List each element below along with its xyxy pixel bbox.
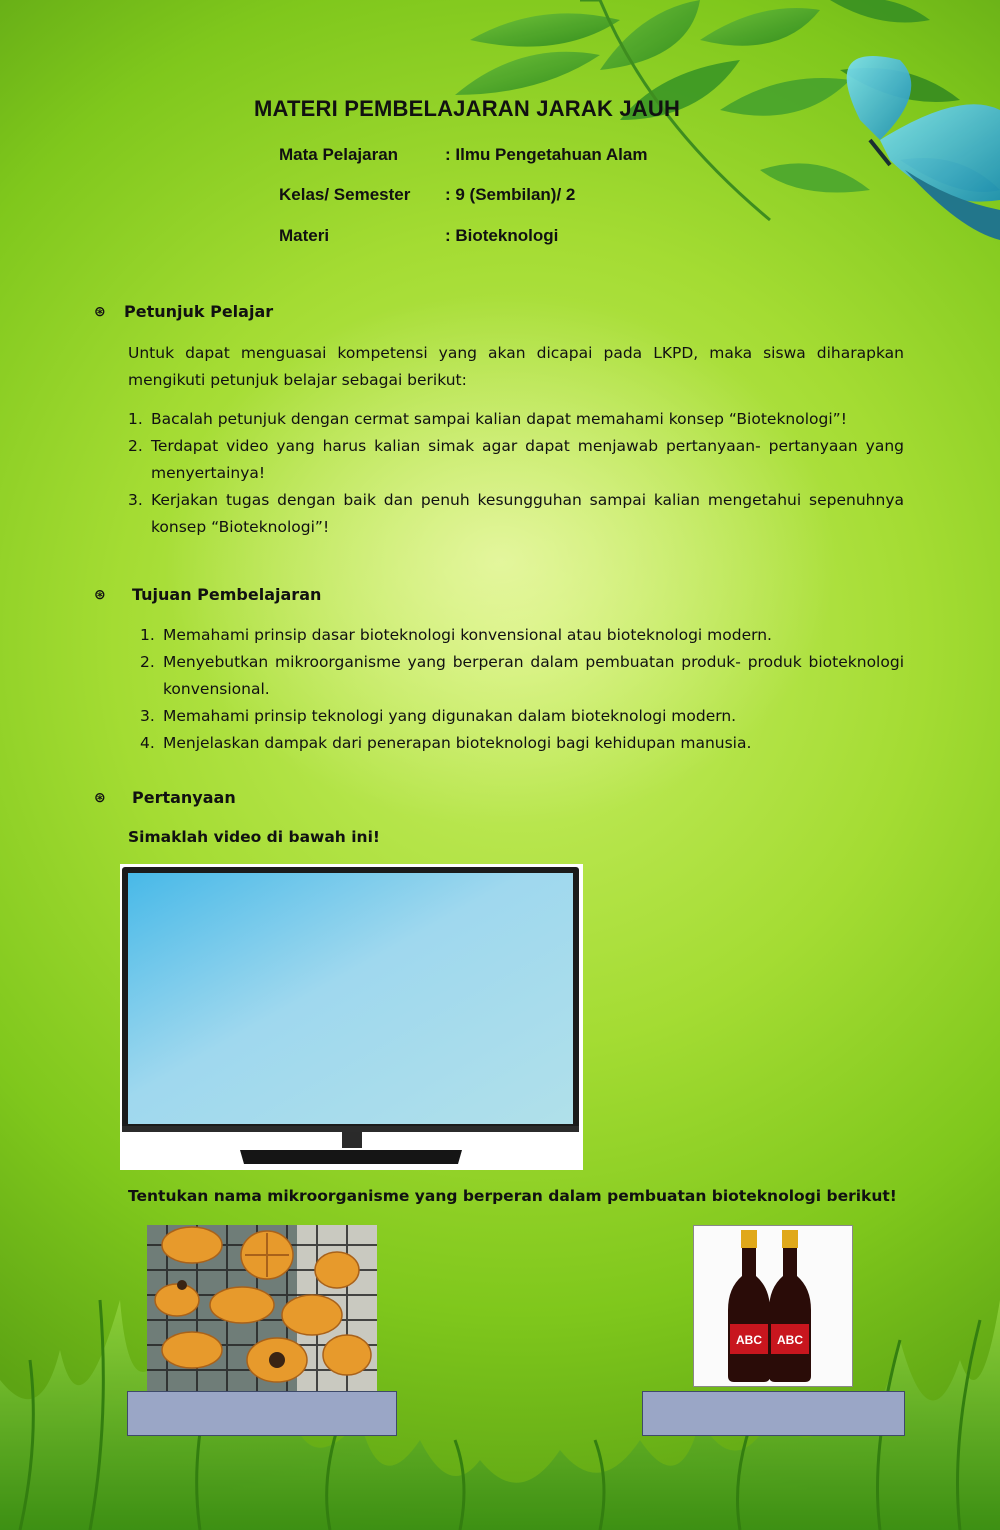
tujuan-list (140, 622, 904, 757)
meta-material-value: : Bioteknologi (445, 226, 559, 245)
list-item-text: Memahami prinsip teknologi yang digunakan dalam bioteknologi modern. (163, 707, 737, 725)
soy-sauce-brand-label: ABC (736, 1333, 762, 1347)
list-item-text: Bacalah petunjuk dengan cermat sampai kalian dapat memahami konsep “Bioteknologi”! (151, 410, 847, 428)
answer-input-1[interactable] (127, 1391, 397, 1436)
list-number: 4. (140, 734, 155, 752)
meta-class (279, 185, 576, 205)
meta-material-label: Materi (279, 226, 330, 245)
petunjuk-intro: Untuk dapat menguasai kompetensi yang akan dicapai pada LKPD, maka siswa diharapkan mengikuti petunjuk belajar sebagai berikut: (128, 344, 904, 389)
bullet-icon: ⊛ (94, 587, 106, 603)
bread-image (147, 1225, 377, 1391)
list-item (140, 730, 904, 757)
soy-sauce-brand-label: ABC (777, 1333, 803, 1347)
list-item (140, 622, 904, 649)
answer-input-2[interactable] (642, 1391, 905, 1436)
list-item (128, 406, 904, 433)
list-number: 3. (128, 491, 143, 509)
list-number: 3. (140, 707, 155, 725)
section-heading-pertanyaan: Pertanyaan (132, 788, 236, 807)
list-number: 2. (128, 437, 143, 455)
list-number: 2. (140, 653, 155, 671)
video-instruction: Simaklah video di bawah ini! (128, 828, 380, 846)
list-item (128, 487, 904, 541)
video-player[interactable] (120, 864, 583, 1170)
meta-class-label: Kelas/ Semester (279, 185, 411, 204)
meta-subject-value: : Ilmu Pengetahuan Alam (445, 145, 648, 164)
list-item-text: Terdapat video yang harus kalian simak agar dapat menjawab pertanyaan- pertanyaan yang menyertainya! (151, 437, 904, 482)
list-item-text: Menyebutkan mikroorganisme yang berperan dalam pembuatan produk- produk bioteknologi konvensional. (163, 653, 904, 698)
meta-class-value: : 9 (Sembilan)/ 2 (445, 185, 576, 204)
list-item (128, 433, 904, 487)
bullet-icon: ⊛ (94, 304, 106, 320)
list-number: 1. (140, 626, 155, 644)
list-item-text: Kerjakan tugas dengan baik dan penuh kesungguhan sampai kalian mengetahui sepenuhnya konsep “Bioteknologi”! (151, 491, 904, 536)
soy-sauce-bottle-icon (694, 1226, 852, 1386)
list-item-text: Memahami prinsip dasar bioteknologi konvensional atau bioteknologi modern. (163, 626, 772, 644)
tv-icon (120, 864, 583, 1170)
page-title: MATERI PEMBELAJARAN JARAK JAUH (254, 96, 681, 121)
meta-subject (279, 145, 648, 165)
question-text: Tentukan nama mikroorganisme yang berperan dalam pembuatan bioteknologi berikut! (128, 1187, 897, 1205)
bullet-icon: ⊛ (94, 790, 106, 806)
section-heading-petunjuk: Petunjuk Pelajar (124, 302, 274, 321)
petunjuk-list (128, 406, 904, 541)
list-item-text: Menjelaskan dampak dari penerapan bioteknologi bagi kehidupan manusia. (163, 734, 752, 752)
meta-subject-label: Mata Pelajaran (279, 145, 399, 164)
list-item (140, 703, 904, 730)
list-number: 1. (128, 410, 143, 428)
soy-sauce-image (693, 1225, 853, 1387)
meta-material (279, 226, 559, 246)
section-heading-tujuan: Tujuan Pembelajaran (132, 585, 322, 604)
list-item (140, 649, 904, 703)
bread-icon (147, 1225, 377, 1391)
